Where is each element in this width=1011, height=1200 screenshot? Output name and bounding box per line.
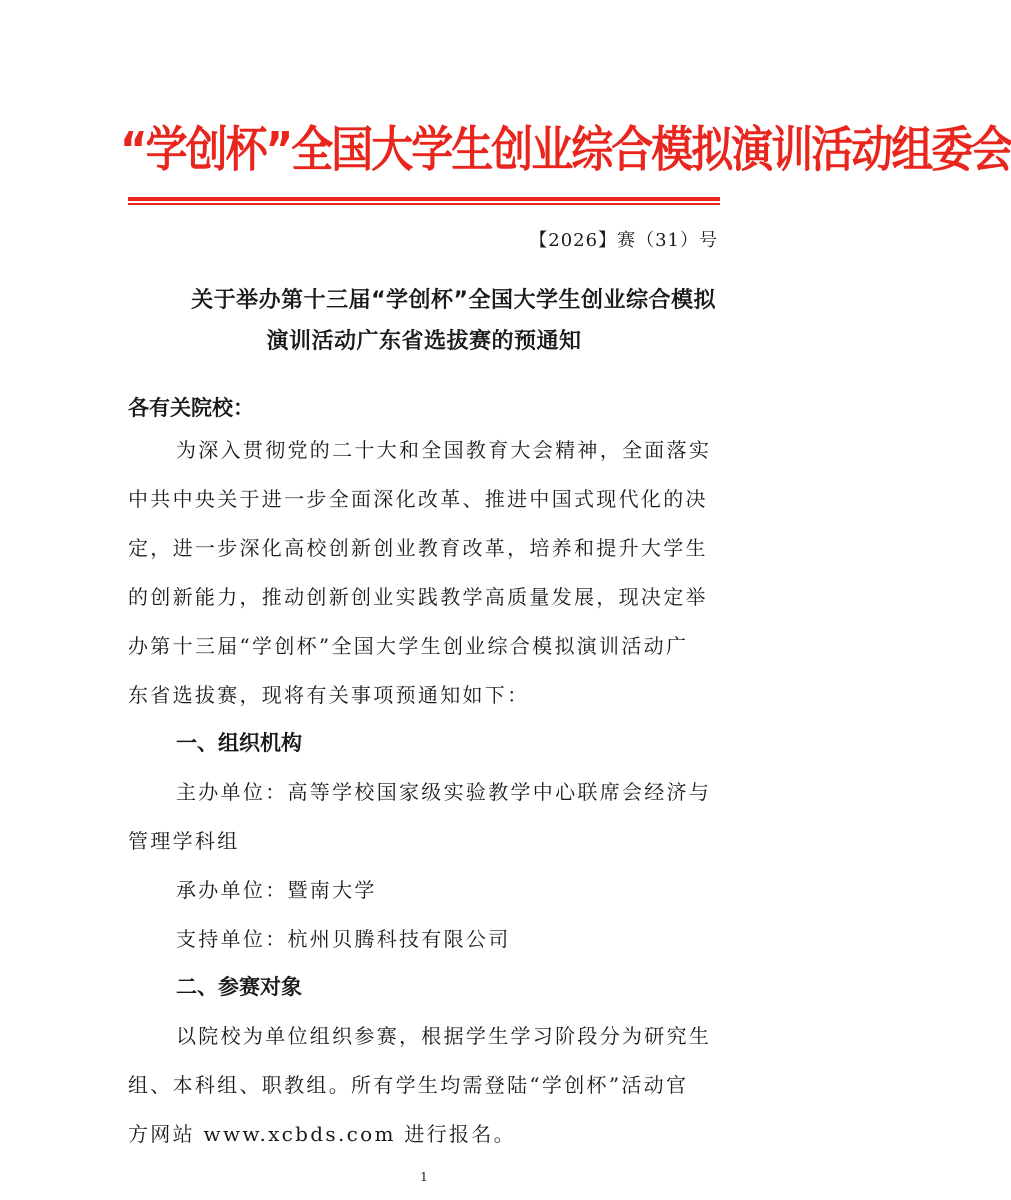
organizer-unit: 承办单位：暨南大学 xyxy=(176,878,377,902)
participants-line: 组、本科组、职教组。所有学生均需登陆“学创杯”活动官 xyxy=(128,1073,689,1097)
supporter-unit: 支持单位：杭州贝腾科技有限公司 xyxy=(176,927,511,951)
intro-line: 的创新能力，推动创新创业实践教学高质量发展，现决定举 xyxy=(128,585,708,609)
page-number: 1 xyxy=(420,1170,428,1184)
section-heading-participants: 二、参赛对象 xyxy=(176,975,302,999)
letterhead-divider-thick xyxy=(128,197,720,201)
document-title-line-2: 演训活动广东省选拔赛的预通知 xyxy=(266,329,582,354)
document-number: 【2026】赛（31）号 xyxy=(529,230,718,251)
document-title-line-1: 关于举办第十三届“学创杯”全国大学生创业综合模拟 xyxy=(191,288,716,313)
participants-line: 以院校为单位组织参赛，根据学生学习阶段分为研究生 xyxy=(176,1024,712,1048)
intro-line: 中共中央关于进一步全面深化改革、推进中国式现代化的决 xyxy=(128,487,708,511)
host-unit-line: 管理学科组 xyxy=(128,829,240,853)
intro-line: 为深入贯彻党的二十大和全国教育大会精神，全面落实 xyxy=(176,438,712,462)
intro-line: 定，进一步深化高校创新创业教育改革，培养和提升大学生 xyxy=(128,536,708,560)
salutation: 各有关院校： xyxy=(128,396,254,420)
participants-line: 方网站 www.xcbds.com 进行报名。 xyxy=(128,1122,516,1146)
intro-line: 办第十三届“学创杯”全国大学生创业综合模拟演训活动广 xyxy=(128,634,689,658)
letterhead-divider-thin xyxy=(128,203,720,205)
host-unit-line: 主办单位：高等学校国家级实验教学中心联席会经济与 xyxy=(176,780,712,804)
org-letterhead-title: “学创杯”全国大学生创业综合模拟演训活动组委会 xyxy=(120,121,1011,178)
section-heading-organization: 一、组织机构 xyxy=(176,731,302,755)
intro-line: 东省选拔赛，现将有关事项预通知如下： xyxy=(128,683,530,707)
